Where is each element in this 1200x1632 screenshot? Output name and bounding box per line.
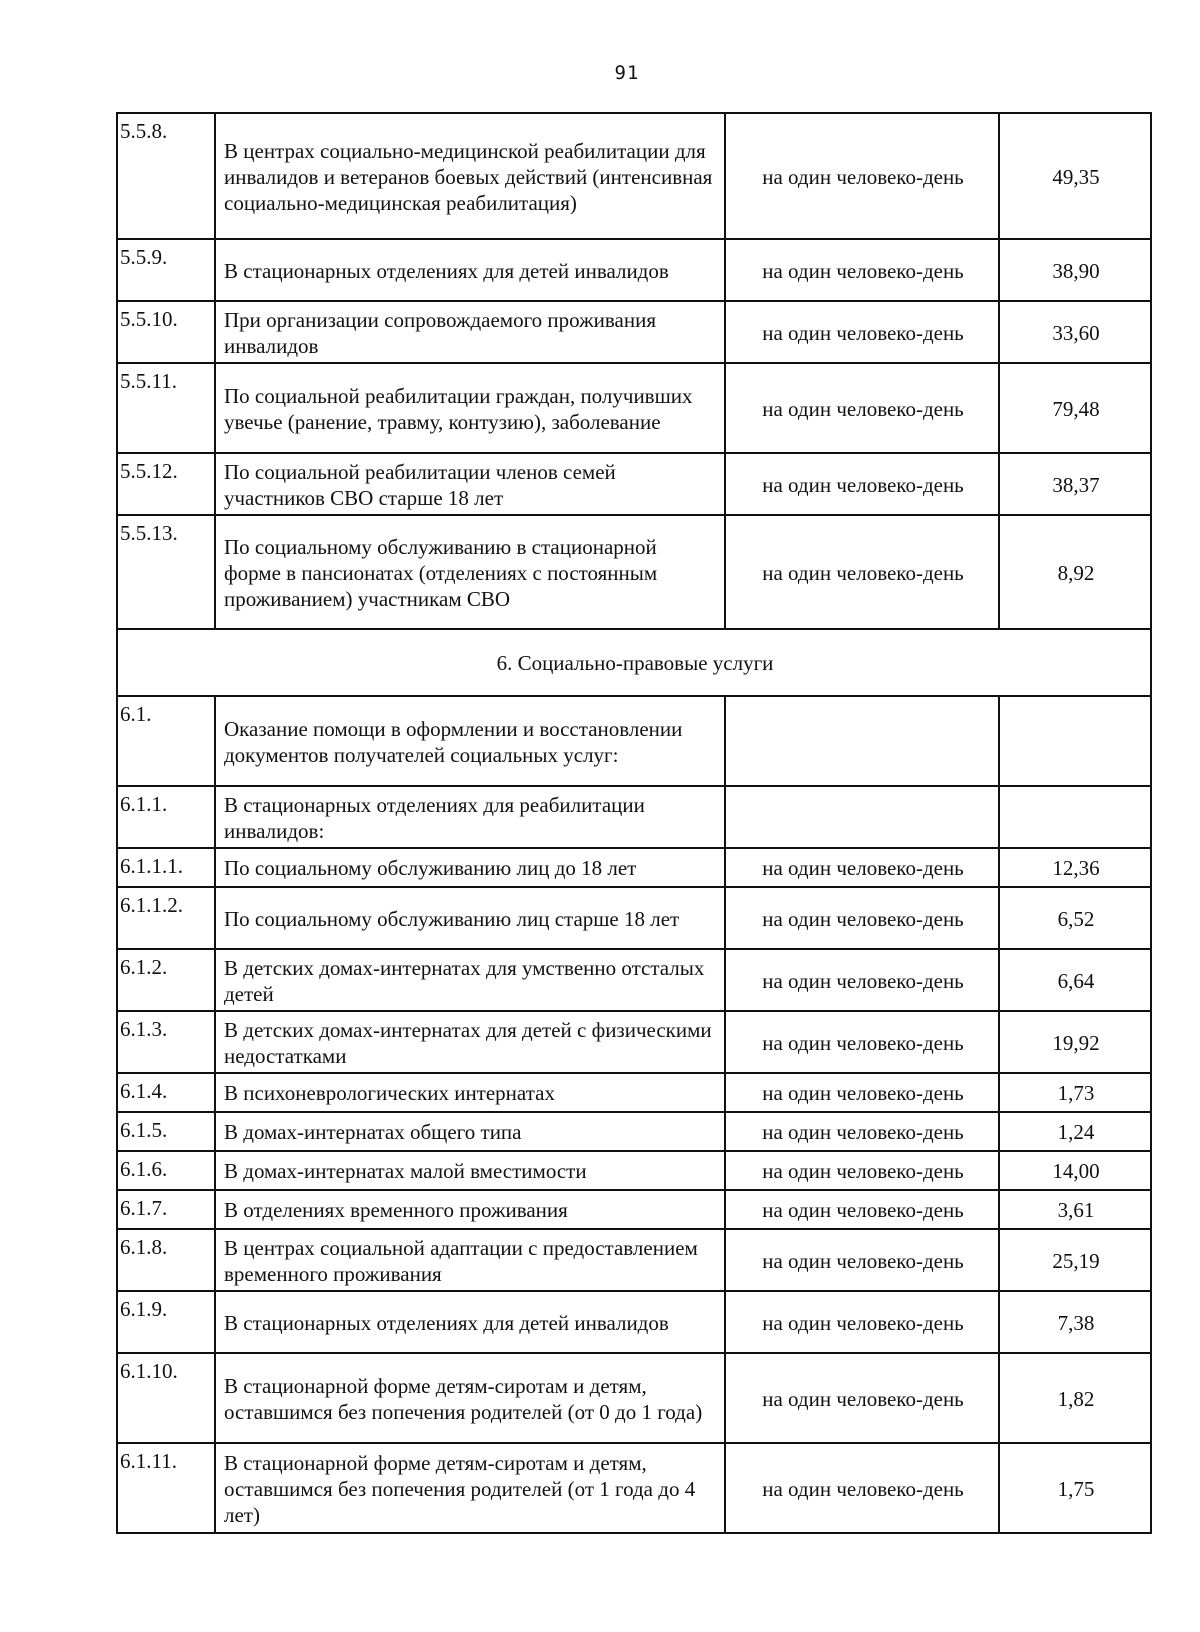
row-value: 6,52 <box>999 887 1151 949</box>
row-code: 6.1.1.2. <box>117 887 215 949</box>
row-unit: на один человеко-день <box>725 1112 999 1151</box>
row-unit <box>725 786 999 848</box>
row-description: По социальному обслуживанию лиц старше 18 лет <box>215 887 725 949</box>
table-row <box>117 949 1151 1011</box>
row-value: 6,64 <box>999 949 1151 1011</box>
row-unit: на один человеко-день <box>725 1073 999 1112</box>
table-row <box>117 1229 1151 1291</box>
row-value: 7,38 <box>999 1291 1151 1353</box>
table-row <box>117 301 1151 363</box>
tariff-table <box>116 112 1152 1534</box>
row-code: 6.1.8. <box>117 1229 215 1291</box>
row-code: 5.5.9. <box>117 239 215 301</box>
row-description: При организации сопровождаемого проживания инвалидов <box>215 301 725 363</box>
row-unit <box>725 696 999 786</box>
row-description: В домах-интернатах малой вместимости <box>215 1151 725 1190</box>
table-row <box>117 363 1151 453</box>
row-description: По социальной реабилитации членов семей участников СВО старше 18 лет <box>215 453 725 515</box>
table-row <box>117 515 1151 629</box>
row-code: 6.1.1. <box>117 786 215 848</box>
row-value <box>999 786 1151 848</box>
row-description: По социальному обслуживанию в стационарной форме в пансионатах (отделениях с постоянным проживанием) участникам СВО <box>215 515 725 629</box>
row-code: 6.1.6. <box>117 1151 215 1190</box>
row-unit: на один человеко-день <box>725 949 999 1011</box>
row-code: 6.1.10. <box>117 1353 215 1443</box>
row-value: 1,82 <box>999 1353 1151 1443</box>
table-row <box>117 1112 1151 1151</box>
row-value: 14,00 <box>999 1151 1151 1190</box>
row-description: В домах-интернатах общего типа <box>215 1112 725 1151</box>
row-description: В стационарных отделениях для детей инвалидов <box>215 1291 725 1353</box>
row-value: 8,92 <box>999 515 1151 629</box>
table-row <box>117 696 1151 786</box>
row-value <box>999 696 1151 786</box>
table-row <box>117 786 1151 848</box>
table-row <box>117 1151 1151 1190</box>
row-code: 6.1. <box>117 696 215 786</box>
row-unit: на один человеко-день <box>725 515 999 629</box>
row-unit: на один человеко-день <box>725 848 999 887</box>
table-row <box>117 1443 1151 1533</box>
table-row <box>117 1190 1151 1229</box>
row-unit: на один человеко-день <box>725 453 999 515</box>
row-description: В стационарной форме детям-сиротам и детям, оставшимся без попечения родителей (от 0 до 1 года) <box>215 1353 725 1443</box>
row-unit: на один человеко-день <box>725 1011 999 1073</box>
row-value: 49,35 <box>999 113 1151 239</box>
row-unit: на один человеко-день <box>725 301 999 363</box>
row-value: 25,19 <box>999 1229 1151 1291</box>
row-value: 1,73 <box>999 1073 1151 1112</box>
row-unit: на один человеко-день <box>725 363 999 453</box>
row-code: 6.1.4. <box>117 1073 215 1112</box>
page-number: 91 <box>614 62 640 84</box>
row-description: В детских домах-интернатах для умственно отсталых детей <box>215 949 725 1011</box>
row-code: 5.5.12. <box>117 453 215 515</box>
row-code: 6.1.7. <box>117 1190 215 1229</box>
row-value: 1,24 <box>999 1112 1151 1151</box>
row-unit: на один человеко-день <box>725 1353 999 1443</box>
row-description: По социальной реабилитации граждан, получивших увечье (ранение, травму, контузию), заболевание <box>215 363 725 453</box>
table-row <box>117 1011 1151 1073</box>
row-code: 5.5.10. <box>117 301 215 363</box>
row-code: 5.5.11. <box>117 363 215 453</box>
row-code: 5.5.8. <box>117 113 215 239</box>
row-description: В стационарных отделениях для детей инвалидов <box>215 239 725 301</box>
table-row <box>117 1353 1151 1443</box>
row-unit: на один человеко-день <box>725 113 999 239</box>
row-code: 6.1.3. <box>117 1011 215 1073</box>
row-code: 6.1.1.1. <box>117 848 215 887</box>
row-code: 6.1.2. <box>117 949 215 1011</box>
row-unit: на один человеко-день <box>725 239 999 301</box>
table-row <box>117 113 1151 239</box>
row-description: В центрах социально-медицинской реабилитации для инвалидов и ветеранов боевых действий (интенсивная социально-медицинская реабилитация) <box>215 113 725 239</box>
row-value: 19,92 <box>999 1011 1151 1073</box>
row-value: 33,60 <box>999 301 1151 363</box>
table-row <box>117 239 1151 301</box>
row-value: 79,48 <box>999 363 1151 453</box>
row-description: В центрах социальной адаптации с предоставлением временного проживания <box>215 1229 725 1291</box>
row-value: 38,90 <box>999 239 1151 301</box>
row-value: 12,36 <box>999 848 1151 887</box>
table-row <box>117 848 1151 887</box>
row-unit: на один человеко-день <box>725 1443 999 1533</box>
row-code: 6.1.9. <box>117 1291 215 1353</box>
table-row <box>117 887 1151 949</box>
row-description: В психоневрологических интернатах <box>215 1073 725 1112</box>
row-description: По социальному обслуживанию лиц до 18 лет <box>215 848 725 887</box>
row-code: 6.1.5. <box>117 1112 215 1151</box>
row-value: 3,61 <box>999 1190 1151 1229</box>
table-row <box>117 453 1151 515</box>
row-unit: на один человеко-день <box>725 1190 999 1229</box>
table-row <box>117 1073 1151 1112</box>
table-row <box>117 1291 1151 1353</box>
row-description: В детских домах-интернатах для детей с физическими недостатками <box>215 1011 725 1073</box>
row-unit: на один человеко-день <box>725 1151 999 1190</box>
row-value: 38,37 <box>999 453 1151 515</box>
row-description: В стационарной форме детям-сиротам и детям, оставшимся без попечения родителей (от 1 года до 4 лет) <box>215 1443 725 1533</box>
section-title: 6. Социально-правовые услуги <box>117 629 1151 696</box>
row-unit: на один человеко-день <box>725 1291 999 1353</box>
row-value: 1,75 <box>999 1443 1151 1533</box>
row-unit: на один человеко-день <box>725 1229 999 1291</box>
section-row <box>117 629 1151 696</box>
row-description: В стационарных отделениях для реабилитации инвалидов: <box>215 786 725 848</box>
row-description: Оказание помощи в оформлении и восстановлении документов получателей социальных услуг: <box>215 696 725 786</box>
row-description: В отделениях временного проживания <box>215 1190 725 1229</box>
row-unit: на один человеко-день <box>725 887 999 949</box>
row-code: 5.5.13. <box>117 515 215 629</box>
row-code: 6.1.11. <box>117 1443 215 1533</box>
